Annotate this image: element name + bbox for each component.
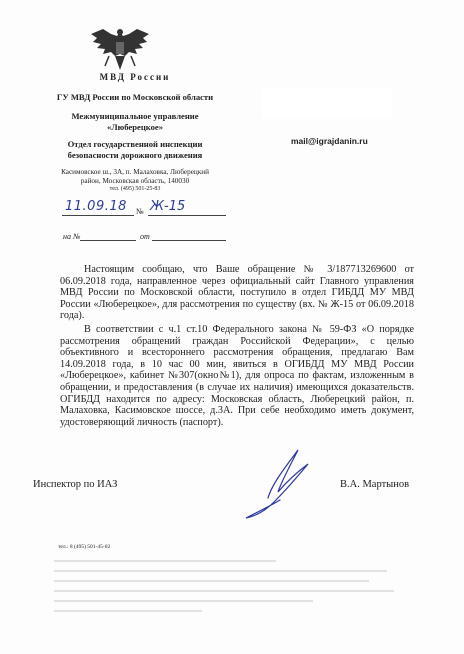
registration-number: Ж-15 xyxy=(150,199,186,214)
registration-date: 11.09.18 xyxy=(65,199,127,214)
signer-name: В.А. Мартынов xyxy=(340,479,410,490)
org-address xyxy=(30,168,240,186)
registration-number-label: № xyxy=(136,207,144,216)
reference-on-label: на № xyxy=(63,232,81,241)
signer-position: Инспектор по ИАЗ xyxy=(33,479,118,490)
org-mvd-title: МВД России xyxy=(99,72,171,82)
reference-number-underline xyxy=(80,240,136,241)
org-dept-line2: безопасности дорожного движения xyxy=(67,150,203,160)
reference-date-underline xyxy=(152,240,226,241)
org-mu-title xyxy=(40,111,230,133)
redacted-recipient xyxy=(262,88,392,118)
recipient-email: mail@igrajdanin.ru xyxy=(291,136,368,146)
bleed-through-text xyxy=(54,552,424,652)
org-mu-line1: Межмуниципальное управление xyxy=(71,111,199,121)
handwritten-signature-icon xyxy=(228,440,318,520)
mvd-emblem-icon xyxy=(89,26,151,72)
body-paragraph-2: В соответствии с ч.1 ст.10 Федерального закона № 59-ФЗ «О порядке рассмотрения обращений граждан Российской Федерации», с целью объективного и всестороннего рассмотрения обращения, предлагаю Вам 14.09.2018 года, в 10 час 00 мин, явиться в ОГИБДД МУ МВД России «Люберецкое», кабинет №307(окно№1), для опроса по фактам, изложенным в обращении, и предоставления (в случае их наличия) имеющихся доказательств. ОГИБДД находится по адресу: Московская область, Люберецкий район, п. Малаховка, Касимовское шоссе, д.3А. При себе необходимо иметь документ, удостоверяющий личность (паспорт). xyxy=(60,323,414,428)
date-underline xyxy=(62,215,134,216)
org-dept-title xyxy=(30,139,240,161)
number-underline xyxy=(148,215,226,216)
reference-from-label: от xyxy=(140,232,150,241)
letter-body xyxy=(60,264,414,428)
org-phone: тел. (495) 501-25-83 xyxy=(109,186,161,192)
org-dept-line1: Отдел государственной инспекции xyxy=(67,139,203,149)
org-address-line2: район, Московская область, 140030 xyxy=(80,177,190,185)
org-gu-title: ГУ МВД России по Московской области xyxy=(56,92,214,102)
footer-phone: тел.: 8 (495) 501-45-02 xyxy=(58,544,111,550)
org-mu-line2: «Люберецкое» xyxy=(106,122,164,132)
org-address-line1: Касимовское ш., 3А, п. Малаховка, Люберецкий xyxy=(61,168,209,176)
body-paragraph-1: Настоящим сообщаю, что Ваше обращение № 3/187713269600 от 06.09.2018 года, направленное через официальный сайт Главного управления МВД России по Московской области, поступило в отдел ГИБДД МУ МВД России «Люберецкое», для рассмотрения по существу (вх. № Ж-15 от 06.09.2018 года). xyxy=(60,264,414,322)
